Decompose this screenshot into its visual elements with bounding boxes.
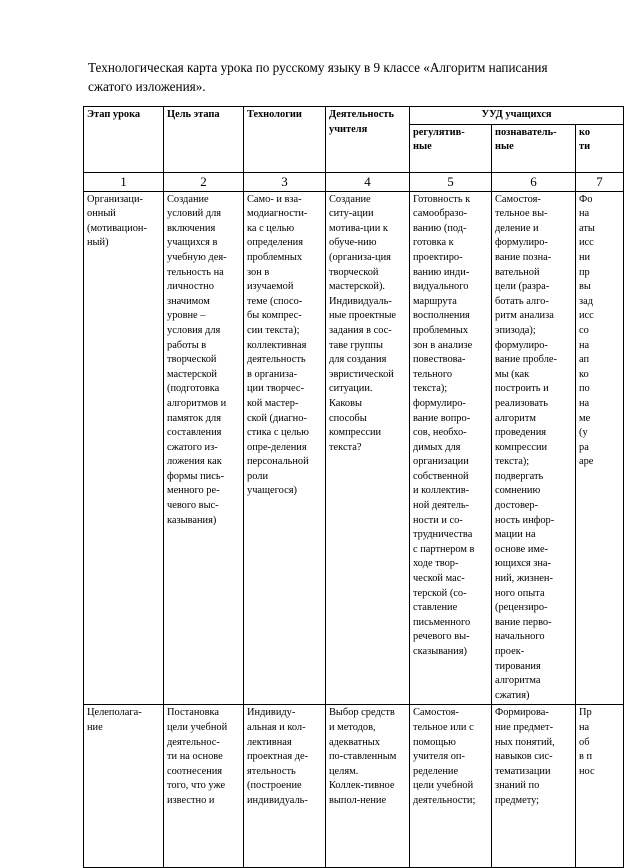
cell-communicative: Фо на аты исс ни пр вы зад исс со на ап ко по на ме (у ра аре: [576, 191, 624, 705]
cell-teacher-activity: Создание ситу-ации мотива-ции к обуче-нию (организа-ция творческой мастерской). Индивидуаль- ные проектные задания в сос- таве группы для создания эвристической ситуации. Каковы способы компрессии текста?: [326, 191, 410, 705]
header-communicative: ко ти: [576, 124, 624, 172]
header-uud: УУД учащихся: [410, 107, 624, 125]
column-number-row: [84, 172, 624, 191]
header-regulative: регулятив- ные: [410, 124, 492, 172]
cell-technologies: Индивиду- альная и кол- лективная проектная де- ятельность (построение индивидуаль-: [244, 705, 326, 868]
header-stage: Этап урока: [84, 107, 164, 173]
column-number: 5: [410, 172, 492, 191]
column-number: 4: [326, 172, 410, 191]
column-number: 3: [244, 172, 326, 191]
header-row: [84, 107, 624, 125]
header-goal: Цель этапа: [164, 107, 244, 173]
column-number: 6: [492, 172, 576, 191]
header-cognitive: познаватель- ные: [492, 124, 576, 172]
cell-teacher-activity: Выбор средств и методов, адекватных по-ставленным целям. Коллек-тивное выпол-нение: [326, 705, 410, 868]
cell-goal: Создание условий для включения учащихся в учебную дея- тельность на личностно значимом уровне – условия для работы в творческой мастерской (подготовка алгоритмов и памяток для составления сжатого из- ложения как формы пись- менного ре- чевого выс- казывания): [164, 191, 244, 705]
lesson-technology-card-table: [83, 106, 624, 868]
header-technologies: Технологии: [244, 107, 326, 173]
cell-stage: Организаци- онный (мотивацион- ный): [84, 191, 164, 705]
cell-communicative: Пр на об в п нос: [576, 705, 624, 868]
cell-regulative: Самостоя- тельное или с помощью учителя оп- ределение цели учебной деятельности;: [410, 705, 492, 868]
header-teacher-activity: Деятельность учителя: [326, 107, 410, 173]
column-number: 7: [576, 172, 624, 191]
column-number: 2: [164, 172, 244, 191]
table-row: [84, 191, 624, 705]
cell-cognitive: Формирова- ние предмет- ных понятий, навыков сис- тематизации знаний по предмету;: [492, 705, 576, 868]
cell-goal: Постановка цели учебной деятельнос- ти на основе соотнесения того, что уже известно и: [164, 705, 244, 868]
document-title: Технологическая карта урока по русскому языку в 9 классе «Алгоритм написания сжатого изложения».: [88, 60, 548, 94]
cell-stage: Целеполага- ние: [84, 705, 164, 868]
cell-regulative: Готовность к самообразо- ванию (под- готовка к проектиро- ванию инди- видуального маршрута восполнения проблемных зон в анализе повествова- тельного текста); формулиро- вание вопро- сов, необхо- димых для организации собственной и коллектив- ной деятель- ности и со- трудничества с партнером в ходе твор- ческой мас- терской (со- ставление письменного речевого вы- сказывания): [410, 191, 492, 705]
cell-technologies: Само- и вза- модиагности- ка с целью определения проблемных зон в изучаемой теме (спосо- бы компрес- сии текста); коллективная деятельность в организа- ции творчес- кой мастер- ской (диагно- стика с целью опре-деления персональной роли учащегося): [244, 191, 326, 705]
column-number: 1: [84, 172, 164, 191]
table-row: [84, 705, 624, 868]
cell-cognitive: Самостоя- тельное вы- деление и формулиро- вание позна- вательной цели (разра- ботать алго- ритм анализа эпизода); формулиро- вание пробле- мы (как построить и реализовать алгоритм проведения компрессии текста); подвергать сомнению достовер- ность инфор- мации на основе име- ющихся зна- ний, жизнен- ного опыта (рецензиро- вание перво- начального проек- тирования алгоритма сжатия): [492, 191, 576, 705]
